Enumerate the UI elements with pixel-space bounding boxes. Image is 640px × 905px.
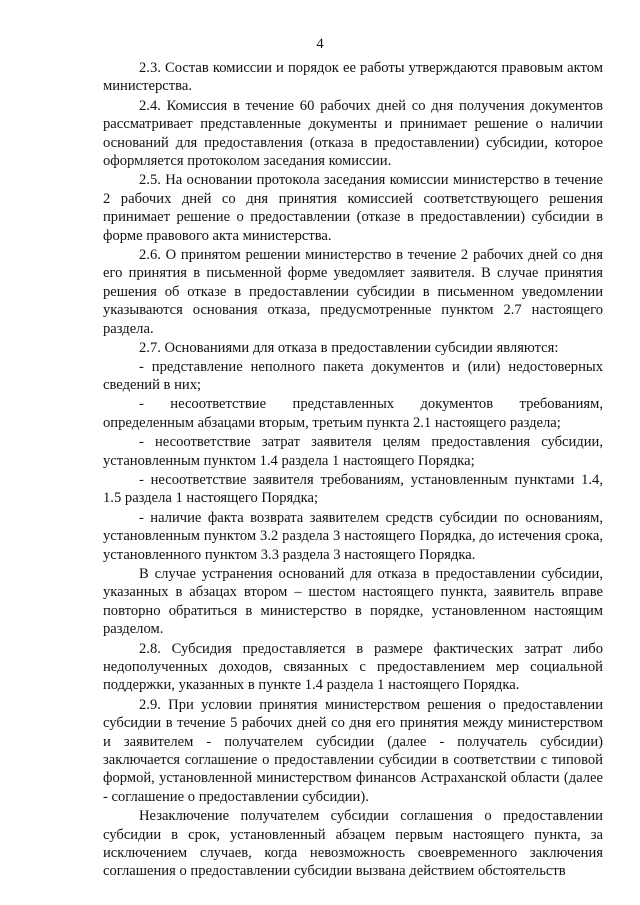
paragraph-2-4: 2.4. Комиссия в течение 60 рабочих дней со дня получения документов рассматривает представленные документы и принимает решение о наличии оснований для предоставления (отказа в предоставлении) субсидии, которое оформляется протоколом заседания комиссии. [103,97,603,170]
paragraph-2-6: 2.6. О принятом решении министерство в течение 2 рабочих дней со дня его принятия в письменной форме уведомляет заявителя. В случае принятия решения об отказе в предоставлении субсидии в письменном уведомлении указываются основания отказа, предусмотренные пунктом 2.7 настоящего раздела. [103,247,603,337]
list-item: - несоответствие затрат заявителя целям предоставления субсидии, установленным пунктом 1.4 раздела 1 настоящего Порядка; [103,434,603,469]
paragraph-2-3: 2.3. Состав комиссии и порядок ее работы утверждаются правовым актом министерства. [103,60,603,95]
paragraph-2-9: 2.9. При условии принятия министерством решения о предоставлении субсидии в течение 5 рабочих дней со дня его принятия между министерством и заявителем - получателем субсидии (далее - получатель субсидии) заключается соглашение о предоставлении субсидии в соответствии с типовой формой, установленной министерством финансов Астраханской области (далее - соглашение о предоставлении субсидии). [103,696,603,805]
paragraph-2-7: 2.7. Основаниями для отказа в предоставлении субсидии являются: [139,340,559,357]
list-item: - несоответствие представленных документов требованиям, определенным абзацами вторым, третьим пункта 2.1 настоящего раздела; [103,396,603,431]
list-item: - несоответствие заявителя требованиям, установленным пунктами 1.4, 1.5 раздела 1 настоящего Порядка; [103,471,603,507]
document-body [103,59,603,881]
paragraph-non-conclusion: Незаключение получателем субсидии соглашения о предоставлении субсидии в срок, установленный абзацем первым настоящего пункта, за исключением случаев, когда невозможность своевременного заключения соглашения о предоставлении субсидии вызвана действием обстоятельств [103,808,603,880]
list-item: - наличие факта возврата заявителем средств субсидии по основаниям, установленным пунктом 3.2 раздела 3 настоящего Порядка, до истечения срока, установленного пунктом 3.3 раздела 3 настоящего Порядка. [103,509,603,563]
list-item: - представление неполного пакета документов и (или) недостоверных сведений в них; [103,358,603,393]
page-number: 4 [316,36,324,52]
paragraph-remedy: В случае устранения оснований для отказа в предоставлении субсидии, указанных в абзацах втором – шестом настоящего пункта, заявитель вправе повторно обратиться в министерство в порядке, установленном настоящим разделом. [103,565,603,638]
paragraph-2-8: 2.8. Субсидия предоставляется в размере фактических затрат либо недополученных доходов, связанных с предоставлением мер социальной поддержки, указанных в пункте 1.4 раздела 1 настоящего Порядка. [103,640,603,694]
paragraph-2-5: 2.5. На основании протокола заседания комиссии министерство в течение 2 рабочих дней со дня принятия комиссией соответствующего решения принимает решение о предоставлении (отказе в предоставлении) субсидии в форме правового акта министерства. [103,172,603,244]
